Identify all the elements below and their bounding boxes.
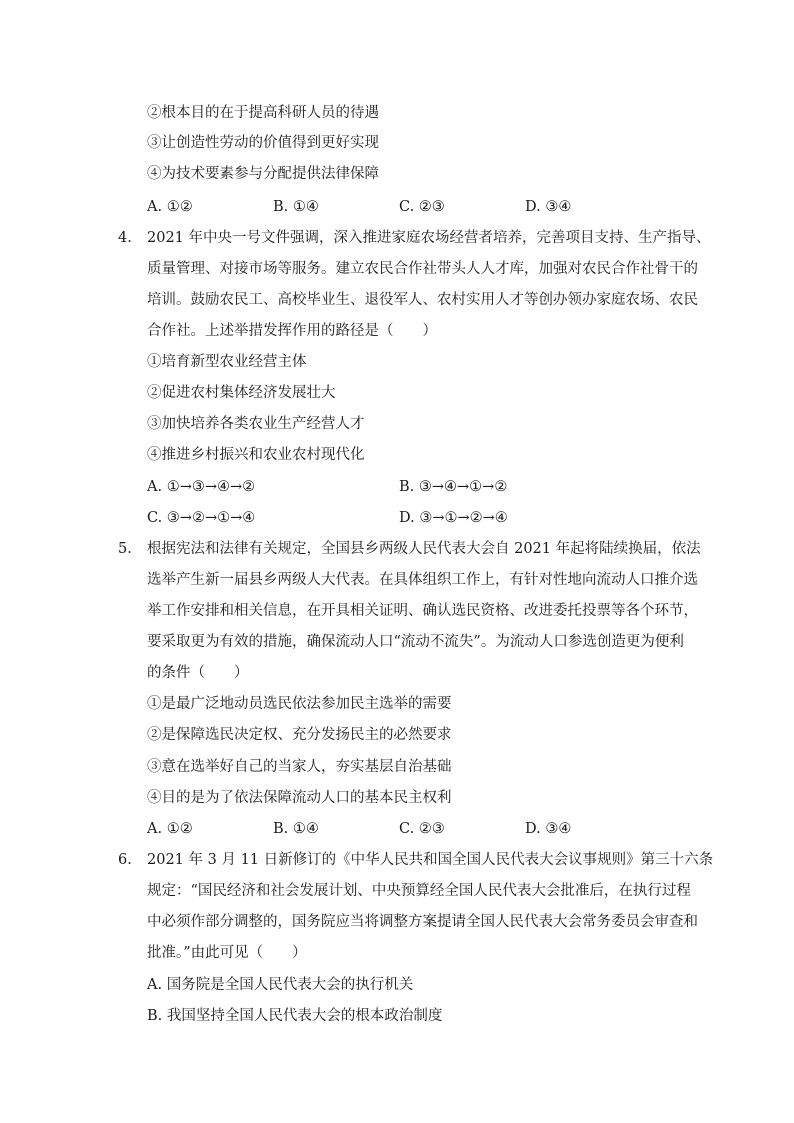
q5-stem-line-3: 举工作安排和相关信息，在开具相关证明、确认选民资格、改进委托投票等各个环节， xyxy=(147,603,698,619)
q5-item-2: ②是保障选民决定权、充分发扬民主的必然要求 xyxy=(147,727,452,743)
q4-stem-line-4: 合作社。上述举措发挥作用的路径是（ ） xyxy=(147,323,437,339)
q4-item-4: ④推进乡村振兴和农业农村现代化 xyxy=(147,447,365,463)
q4-option-d[interactable]: D. ③→①→②→④ xyxy=(399,510,508,526)
q5-option-c[interactable]: C. ②③ xyxy=(399,821,445,837)
q6-number: 6. xyxy=(118,852,132,868)
q5-option-a[interactable]: A. ①② xyxy=(147,821,193,837)
q5-item-3: ③意在选举好自己的当家人，夯实基层自治基础 xyxy=(147,759,452,775)
q5-stem-line-1: 根据宪法和法律有关规定，全国县乡两级人民代表大会自 2021 年起将陆续换届，依法 xyxy=(147,541,701,557)
q3-option-a[interactable]: A. ①② xyxy=(147,199,193,215)
q5-option-d[interactable]: D. ③④ xyxy=(525,821,572,837)
q5-option-b[interactable]: B. ①④ xyxy=(273,821,319,837)
q4-option-b[interactable]: B. ③→④→①→② xyxy=(399,479,508,495)
q3-option-b[interactable]: B. ①④ xyxy=(273,199,319,215)
q3-item-3: ③让创造性劳动的价值得到更好实现 xyxy=(147,135,379,151)
q4-option-a[interactable]: A. ①→③→④→② xyxy=(147,479,256,495)
q5-item-1: ①是最广泛地动员选民依法参加民主选举的需要 xyxy=(147,696,452,712)
q3-option-c[interactable]: C. ②③ xyxy=(399,199,445,215)
q5-number: 5. xyxy=(118,541,132,557)
q5-item-4: ④目的是为了依法保障流动人口的基本民主权利 xyxy=(147,790,452,806)
q3-item-4: ④为技术要素参与分配提供法律保障 xyxy=(147,166,379,182)
q4-item-2: ②促进农村集体经济发展壮大 xyxy=(147,385,336,401)
q4-stem-line-3: 培训。鼓励农民工、高校毕业生、退役军人、农村实用人才等创办领办家庭农场、农民 xyxy=(147,292,698,308)
q3-option-d[interactable]: D. ③④ xyxy=(525,199,572,215)
q6-stem-line-3: 中必须作部分调整的，国务院应当将调整方案提请全国人民代表大会常务委员会审查和 xyxy=(147,914,698,930)
q6-option-b[interactable]: B. 我国坚持全国人民代表大会的根本政治制度 xyxy=(147,1008,443,1024)
q6-stem-line-4: 批准。”由此可见（ ） xyxy=(147,945,307,961)
q4-item-3: ③加快培养各类农业生产经营人才 xyxy=(147,416,365,432)
q6-option-a[interactable]: A. 国务院是全国人民代表大会的执行机关 xyxy=(147,977,414,993)
q4-number: 4. xyxy=(118,230,132,246)
q6-stem-line-1: 2021 年 3 月 11 日新修订的《中华人民共和国全国人民代表大会议事规则》第三十六条 xyxy=(147,852,714,868)
q5-stem-line-4: 要采取更为有效的措施，确保流动人口“流动不流失”。为流动人口参选创造更为便利 xyxy=(147,634,684,650)
q5-stem-line-5: 的条件（ ） xyxy=(147,665,249,681)
q3-item-2: ②根本目的在于提高科研人员的待遇 xyxy=(147,105,379,121)
q4-stem-line-2: 质量管理、对接市场等服务。建立农民合作社带头人人才库，加强对农民合作社骨干的 xyxy=(147,261,698,277)
q6-stem-line-2: 规定：“国民经济和社会发展计划、中央预算经全国人民代表大会批准后，在执行过程 xyxy=(147,883,691,899)
q5-stem-line-2: 选举产生新一届县乡两级人大代表。在具体组织工作上，有针对性地向流动人口推介选 xyxy=(147,572,698,588)
q4-stem-line-1: 2021 年中央一号文件强调，深入推进家庭农场经营者培养，完善项目支持、生产指导、 xyxy=(147,230,711,246)
q4-option-c[interactable]: C. ③→②→①→④ xyxy=(147,510,256,526)
q4-item-1: ①培育新型农业经营主体 xyxy=(147,354,307,370)
